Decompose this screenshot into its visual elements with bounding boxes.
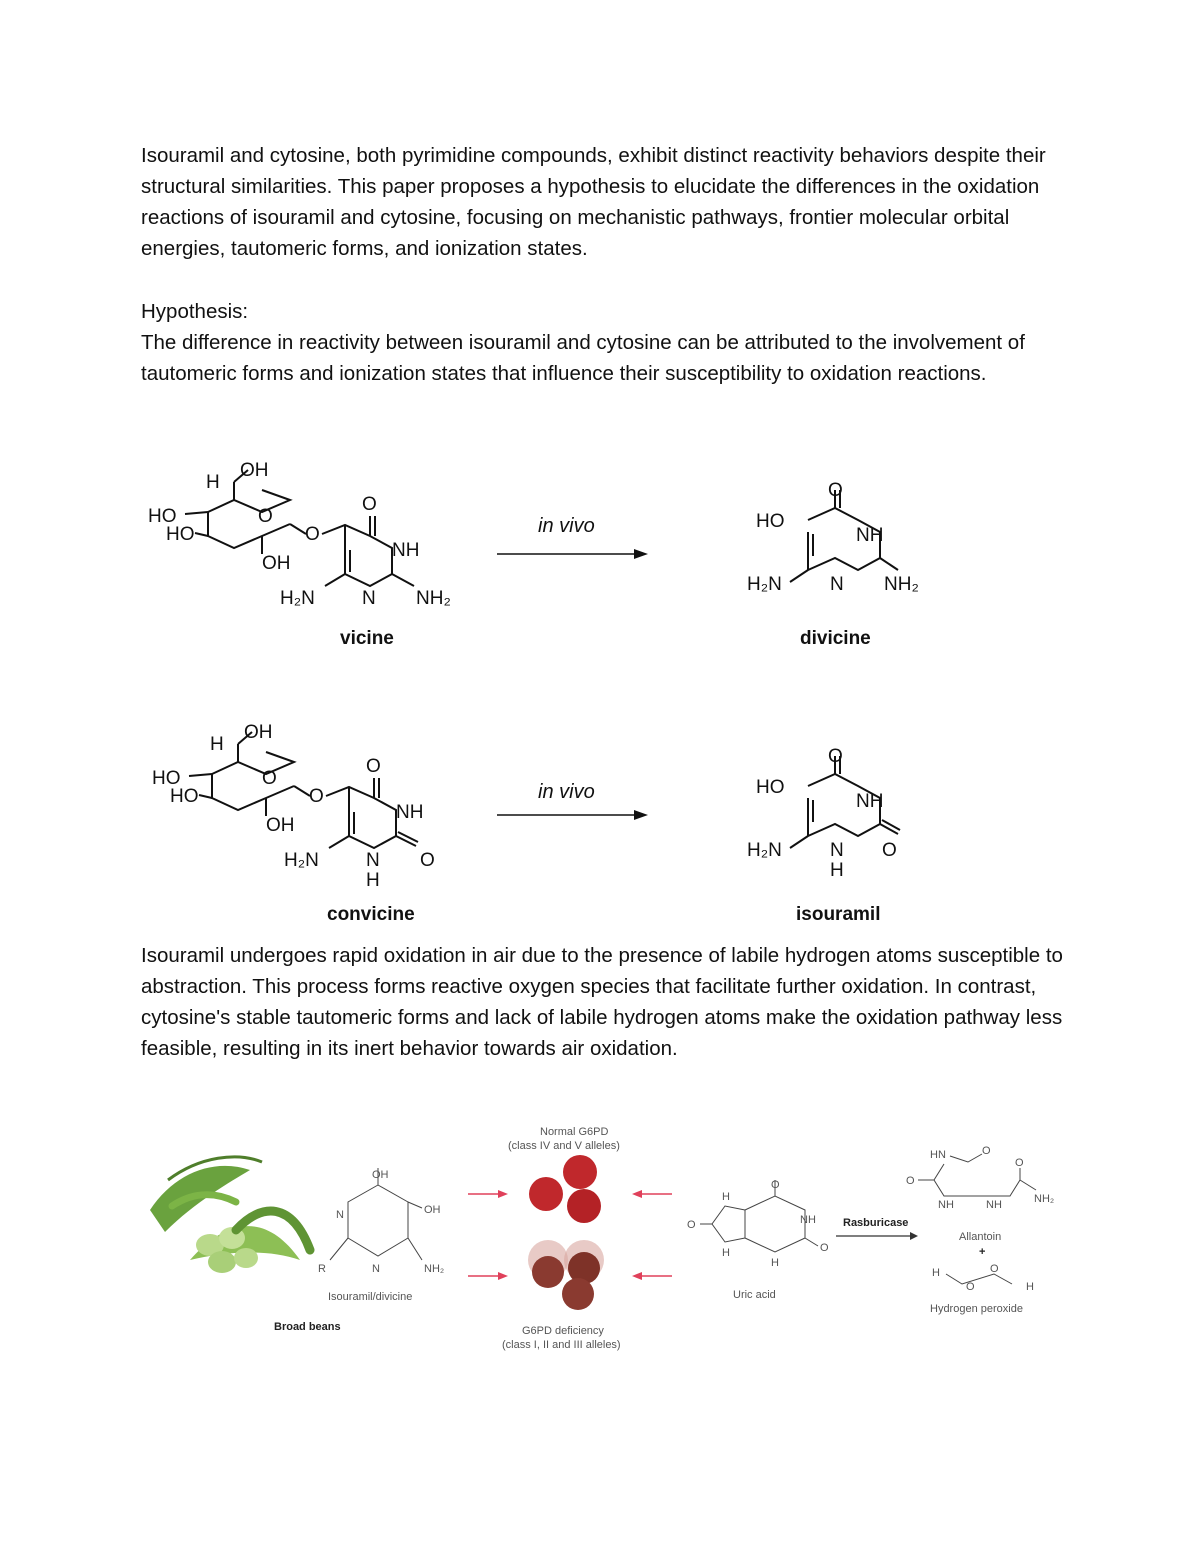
convicine-ho-2: HO bbox=[170, 786, 199, 807]
divicine-label: divicine bbox=[800, 628, 871, 649]
uric-o-right: O bbox=[820, 1242, 829, 1254]
vicine-ring-o: O bbox=[258, 506, 273, 527]
uric-o-top: O bbox=[771, 1179, 780, 1191]
allantoin-nh-1: NH bbox=[938, 1199, 954, 1211]
isouramil-carbonyl-o: O bbox=[828, 746, 843, 767]
h2o2-o-1: O bbox=[966, 1281, 975, 1293]
vicine-carbonyl-o: O bbox=[362, 494, 377, 515]
g6pd-pathway-figure bbox=[0, 1110, 1200, 1370]
allantoin-nh2: NH₂ bbox=[1034, 1193, 1055, 1205]
convicine-o2: O bbox=[420, 850, 435, 871]
deficient-red-blood-cells bbox=[528, 1240, 604, 1310]
divicine-nh2: NH₂ bbox=[884, 574, 919, 595]
vicine-nh2: NH₂ bbox=[416, 588, 451, 609]
hydrogen-peroxide-structure bbox=[932, 1263, 1034, 1293]
divicine-n: N bbox=[830, 574, 844, 595]
convicine-label: convicine bbox=[327, 904, 415, 925]
convicine-n-h: H bbox=[366, 870, 380, 891]
vicine-oh-top: OH bbox=[240, 460, 269, 481]
divicine-ho: HO bbox=[756, 511, 785, 532]
divicine-structure bbox=[747, 480, 919, 595]
vicine-label: vicine bbox=[340, 628, 394, 649]
h2o2-h-2: H bbox=[1026, 1281, 1034, 1293]
reaction-arrow-1 bbox=[497, 515, 648, 559]
convicine-link-o: O bbox=[309, 786, 324, 807]
vicine-structure bbox=[148, 460, 451, 609]
vicine-h: H bbox=[206, 472, 220, 493]
allantoin-label: Allantoin bbox=[959, 1231, 1002, 1243]
vicine-link-o: O bbox=[305, 524, 320, 545]
fig2-n-2: N bbox=[372, 1263, 380, 1275]
allantoin-o-1: O bbox=[982, 1145, 991, 1157]
fig2-oh-right: OH bbox=[424, 1204, 441, 1216]
convicine-ring-o: O bbox=[262, 768, 277, 789]
normal-alleles-label: (class IV and V alleles) bbox=[508, 1140, 620, 1152]
uric-acid-structure bbox=[687, 1179, 829, 1269]
fig2-nh2: NH₂ bbox=[424, 1263, 445, 1275]
deficiency-alleles-label: (class I, II and III alleles) bbox=[502, 1339, 621, 1351]
isouramil-label: isouramil bbox=[796, 904, 881, 925]
divicine-nh: NH bbox=[856, 525, 884, 546]
fig2-oh-top: OH bbox=[372, 1169, 389, 1181]
isouramil-structure bbox=[747, 746, 900, 881]
fig2-n-1: N bbox=[336, 1209, 344, 1221]
convicine-oh-bottom: OH bbox=[266, 815, 295, 836]
divicine-carbonyl-o: O bbox=[828, 480, 843, 501]
allantoin-structure bbox=[906, 1145, 1054, 1211]
convicine-ho-1: HO bbox=[152, 768, 181, 789]
vicine-h2n: H₂N bbox=[280, 588, 315, 609]
isouramil-h2n: H₂N bbox=[747, 840, 782, 861]
isouramil-ho: HO bbox=[756, 777, 785, 798]
vicine-n: N bbox=[362, 588, 376, 609]
convicine-n: N bbox=[366, 850, 380, 871]
convicine-structure bbox=[152, 722, 435, 891]
plus-sign: + bbox=[979, 1246, 986, 1258]
convicine-h: H bbox=[210, 734, 224, 755]
g6pd-deficiency-label: G6PD deficiency bbox=[522, 1325, 604, 1337]
uric-acid-label: Uric acid bbox=[733, 1289, 776, 1301]
isouramil-divicine-structure bbox=[318, 1168, 444, 1275]
uric-h-1: H bbox=[722, 1191, 730, 1203]
intro-paragraph: Isouramil and cytosine, both pyrimidine compounds, exhibit distinct reactivity behaviors despite their structural similarities. This paper proposes a hypothesis to elucidate the differences in the oxidation reactions of isouramil and cytosine, focusing on mechanistic pathways, frontier molecular orbital energies, tautomeric forms, and ionization states. bbox=[141, 144, 1046, 260]
broad-beans-label: Broad beans bbox=[274, 1321, 341, 1333]
isouramil-n: N bbox=[830, 840, 844, 861]
convicine-oh-top: OH bbox=[244, 722, 273, 743]
allantoin-o-3: O bbox=[1015, 1157, 1024, 1169]
convicine-nh: NH bbox=[396, 802, 424, 823]
rasburicase-label: Rasburicase bbox=[843, 1217, 909, 1229]
fig2-r: R bbox=[318, 1263, 326, 1275]
oxidation-paragraph: Isouramil undergoes rapid oxidation in air due to the presence of labile hydrogen atoms susceptible to abstraction. This process forms reactive oxygen species that facilitate further oxidation. In contrast, cytosine's stable tautomeric forms and lack of labile hydrogen atoms make the oxidation pathway less feasible, resulting in its inert behavior towards air oxidation. bbox=[141, 944, 1063, 1060]
uric-h-2: H bbox=[722, 1247, 730, 1259]
allantoin-hn: HN bbox=[930, 1149, 946, 1161]
allantoin-nh-2: NH bbox=[986, 1199, 1002, 1211]
convicine-carbonyl-o: O bbox=[366, 756, 381, 777]
isouramil-n-h: H bbox=[830, 860, 844, 881]
h2o2-o-2: O bbox=[990, 1263, 999, 1275]
uric-o-left: O bbox=[687, 1219, 696, 1231]
allantoin-o-2: O bbox=[906, 1175, 915, 1187]
arrow-label-2: in vivo bbox=[538, 781, 595, 803]
isouramil-divicine-label: Isouramil/divicine bbox=[328, 1291, 413, 1303]
arrow-label-1: in vivo bbox=[538, 515, 595, 537]
broad-beans-image bbox=[150, 1157, 310, 1273]
isouramil-o2: O bbox=[882, 840, 897, 861]
hypothesis-heading: Hypothesis: bbox=[141, 300, 249, 323]
hydrogen-peroxide-label: Hydrogen peroxide bbox=[930, 1303, 1023, 1315]
h2o2-h-1: H bbox=[932, 1267, 940, 1279]
convicine-h2n: H₂N bbox=[284, 850, 319, 871]
reaction-arrow-2 bbox=[497, 781, 648, 820]
hypothesis-paragraph: The difference in reactivity between isouramil and cytosine can be attributed to the involvement of tautomeric forms and ionization states that influence their susceptibility to oxidation reactions. bbox=[141, 331, 1025, 385]
reaction-scheme-figure bbox=[0, 440, 1200, 930]
uric-nh: NH bbox=[800, 1214, 816, 1226]
normal-red-blood-cells bbox=[529, 1155, 601, 1223]
vicine-oh-bottom: OH bbox=[262, 553, 291, 574]
isouramil-nh: NH bbox=[856, 791, 884, 812]
vicine-ho-1: HO bbox=[148, 506, 177, 527]
vicine-ho-2: HO bbox=[166, 524, 195, 545]
vicine-nh: NH bbox=[392, 540, 420, 561]
normal-g6pd-label: Normal G6PD bbox=[540, 1126, 609, 1138]
divicine-h2n: H₂N bbox=[747, 574, 782, 595]
uric-h-3: H bbox=[771, 1257, 779, 1269]
